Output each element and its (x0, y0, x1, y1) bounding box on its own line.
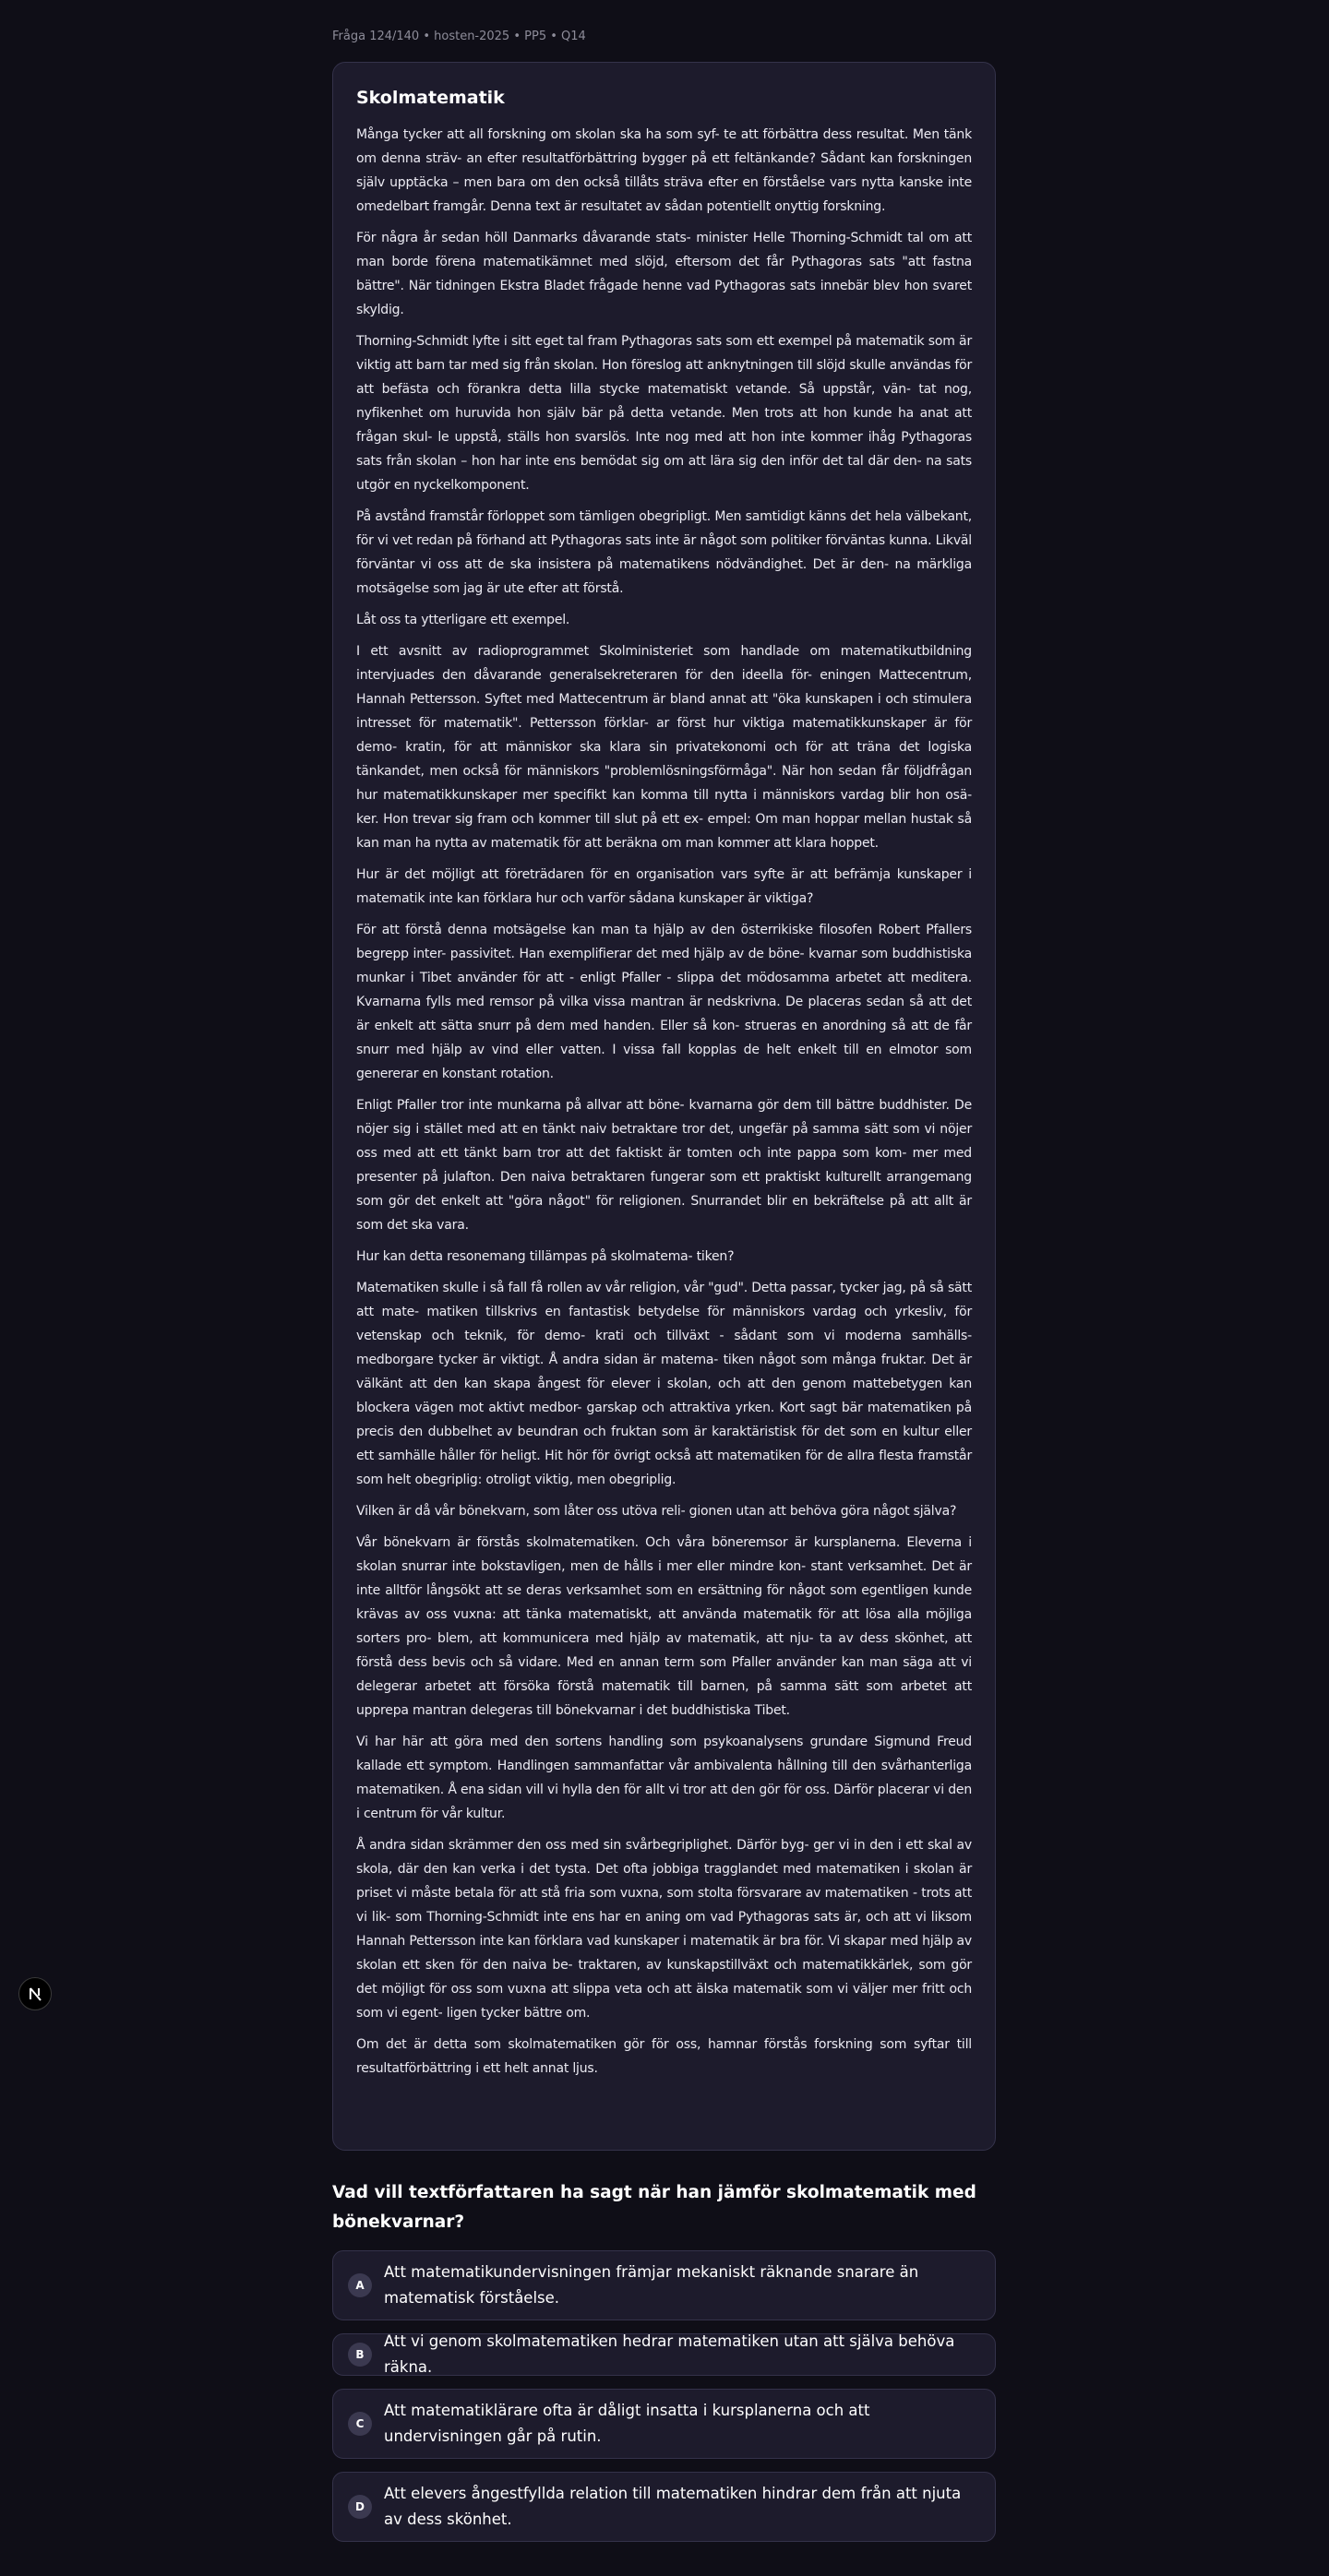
passage-paragraph: Å andra sidan skrämmer den oss med sin svårbegriplighet. Därför byg- ger vi in den i ett skal av skola, där den kan verka i det tysta. Det ofta jobbiga tragglandet med matematiken i skolan är priset vi måste betala för att stå fria som vuxna, som stolta försvarare av matematiken - trots att vi lik- som Thorning-Schmidt inte ens har en aning om vad Pythagoras sats är, och att vi liksom Hannah Pettersson inte kan förklara vad kunskaper i matematik är bra för. Vi skapar med hjälp av skolan ett sken för den naiva be- traktaren, av kunskapstillväxt och matematikkärlek, som gör det möjligt för oss som vuxna att slippa veta och att älska matematik som vi väljer mer fritt och som vi egent- ligen tycker bättre om. (356, 1838, 972, 2021)
passage-paragraph: Om det är detta som skolmatematiken gör för oss, hamnar förstås forskning som syftar till resultatförbättring i ett helt annat ljus. (356, 2037, 972, 2076)
passage-paragraph: Vår bönekvarn är förstås skolmatematiken. Och våra böneremsor är kursplanerna. Eleverna i skolan snurrar inte bokstavligen, men de hålls i mer eller mindre kon- stant verksamhet. Det är inte alltför långsökt att se deras verksamhet som en ersättning för något som egentligen kunde krävas av oss vuxna: att tänka matematiskt, att använda matematik för att lösa alla möjliga sorters pro- blem, att kommunicera med hjälp av matematik, att nju- ta av dess skönhet, att förstå dess bevis och så vidare. Med en annan term som Pfaller använder kan man säga att vi delegerar arbetet att försöka förstå matematik till barnen, på samma sätt som arbetet att upprepa mantran delegeras till bönekvarnar i det buddhistiska Tibet. (356, 1535, 972, 1718)
passage-card (332, 62, 996, 2151)
question-text: Vad vill textförfattaren ha sagt när han jämför skolmatematik med bönekvarnar? (332, 2183, 976, 2232)
option-letter: D (348, 2495, 372, 2519)
passage-paragraph: För att förstå denna motsägelse kan man ta hjälp av den österrikiske filosofen Robert Pfallers begrepp inter- passivitet. Han exemplifierar det med hjälp av de böne- kvarnar som buddhistiska munkar i Tibet använder för att - enligt Pfaller - slippa det mödosamma arbetet att meditera. Kvarnarna fylls med remsor på vilka vissa mantran är nedskrivna. De placeras sedan så att det är enkelt att sätta snurr på dem med handen. Eller så kon- strueras en anordning så att de får snurr med hjälp av vind eller vatten. I vissa fall kopplas de helt enkelt till en elmotor som genererar en konstant rotation. (356, 923, 972, 1081)
option-letter: B (348, 2343, 372, 2367)
breadcrumb: Fråga 124/140 • hosten-2025 • PP5 • Q14 (332, 30, 586, 43)
option-letter: C (348, 2412, 372, 2436)
passage-paragraph: Enligt Pfaller tror inte munkarna på allvar att böne- kvarnarna gör dem till bättre buddhister. De nöjer sig i stället med att en tänkt naiv betraktare tror det, ungefär på samma sätt som vi nöjer oss med att ett tänkt barn tror att det faktiskt är tomten och inte pappa som kom- mer med presenter på julafton. Den naiva betraktaren fungerar som ett praktiskt kulturellt arrangemang som gör det enkelt att "göra något" för religionen. Snurrandet blir en bekräftelse på att allt är som det ska vara. (356, 1098, 972, 1233)
passage-paragraph: Många tycker att all forskning om skolan ska ha som syf- te att förbättra dess resultat. Men tänk om denna sträv- an efter resultatförbättring bygger på ett feltänkande? Sådant kan forskningen själv upptäcka – men bara om den också tillåts sträva efter en förståelse vars nytta kanske inte omedelbart framgår. Denna text är resultatet av sådan potentiellt onyttig forskning. (356, 127, 972, 214)
main-column (332, 0, 996, 2555)
answer-options (332, 2250, 996, 2542)
passage-paragraph: På avstånd framstår förloppet som tämligen obegripligt. Men samtidigt känns det hela välbekant, för vi vet redan på förhand att Pythagoras sats inte är något som politiker förväntas kunna. Likväl förväntar vi oss att de ska insistera på matematikens nödvändighet. Det är den- na märkliga motsägelse som jag är ute efter att förstå. (356, 509, 972, 596)
passage-paragraph: För några år sedan höll Danmarks dåvarande stats- minister Helle Thorning-Schmidt tal om att man borde förena matematikämnet med slöjd, eftersom det får Pythagoras sats "att fastna bättre". När tidningen Ekstra Bladet frågade henne vad Pythagoras sats innebär blev hon svaret skyldig. (356, 231, 972, 317)
option-text: Att vi genom skolmatematiken hedrar matematiken utan att själva behöva räkna. (384, 2332, 955, 2376)
passage-paragraph: Hur är det möjligt att företrädaren för en organisation vars syfte är att befrämja kunskaper i matematik inte kan förklara hur och varför sådana kunskaper är viktiga? (356, 867, 972, 906)
option-b-button[interactable] (332, 2333, 996, 2376)
nextjs-logo-icon[interactable] (18, 1977, 52, 2010)
option-d-button[interactable] (332, 2472, 996, 2542)
option-text: Att matematikundervisningen främjar mekaniskt räknande snarare än matematisk förståelse. (384, 2263, 919, 2307)
option-text: Att elevers ångestfyllda relation till matematiken hindrar dem från att njuta av dess skönhet. (384, 2485, 962, 2528)
passage-paragraph: Vi har här att göra med den sortens handling som psykoanalysens grundare Sigmund Freud kallade ett symptom. Handlingen sammanfattar vår ambivalenta hållning till den svårhanterliga matematiken. Å ena sidan vill vi hylla den för allt vi tror att den gör för oss. Därför placerar vi den i centrum för vår kultur. (356, 1735, 972, 1821)
option-a-button[interactable] (332, 2250, 996, 2320)
passage-paragraph: Vilken är då vår bönekvarn, som låter oss utöva reli- gionen utan att behöva göra något själva? (356, 1504, 957, 1519)
passage-paragraph: Hur kan detta resonemang tillämpas på skolmatema- tiken? (356, 1249, 735, 1264)
option-text: Att matematiklärare ofta är dåligt insatta i kursplanerna och att undervisningen går på rutin. (384, 2402, 870, 2445)
option-c-button[interactable] (332, 2389, 996, 2459)
n-logo-glyph-icon (27, 1986, 43, 2002)
passage-paragraph: I ett avsnitt av radioprogrammet Skolministeriet som handlade om matematikutbildning intervjuades den dåvarande generalsekreteraren för den ideella för- eningen Mattecentrum, Hannah Pettersson. Syftet med Mattecentrum är bland annat att "öka kunskapen i och stimulera intresset för matematik". Pettersson förklar- ar först hur viktiga matematikkunskaper är för demo- kratin, för att människor ska klara sin privatekonomi och för att träna det logiska tänkandet, men också för människors "problemlösningsförmåga". När hon sedan får följdfrågan hur matematikkunskaper mer specifikt kan komma till nytta i människors vardag blir hon osä- ker. Hon trevar sig fram och kommer till slut på ett ex- empel: Om man hoppar mellan hustak så kan man ha nytta av matematik för att beräkna om man kommer att klara hoppet. (356, 644, 972, 851)
passage-paragraph: Låt oss ta ytterligare ett exempel. (356, 613, 570, 627)
passage-paragraph: Matematiken skulle i så fall få rollen av vår religion, vår "gud". Detta passar, tycker jag, på så sätt att mate- matiken tillskrivs en fantastisk betydelse för människors vardag och yrkesliv, för vetenskap och teknik, för demo- krati och tillväxt - sådant som vi moderna samhälls- medborgare tycker är viktigt. Å andra sidan är matema- tiken något som många fruktar. Det är välkänt att den kan skapa ångest för elever i skolan, och att den genom mattebetygen kan blockera vägen mot aktivt medbor- garskap och attraktiva yrken. Kort sagt bär matematiken på precis den dubbelhet av beundran och fruktan som är karaktäristisk för det som en kultur eller ett samhälle håller för heligt. Hit hör för övrigt också att matematiken för de allra flesta framstår som helt obegriplig: otroligt viktig, men obegriplig. (356, 1281, 972, 1487)
option-letter: A (348, 2273, 372, 2297)
passage-paragraph: Thorning-Schmidt lyfte i sitt eget tal fram Pythagoras sats som ett exempel på matematik som är viktig att barn tar med sig från skolan. Hon föreslog att anknytningen till slöjd skulle användas för att befästa och förankra detta lilla stycke matematiskt vetande. Så uppstår, vän- tat nog, nyfikenhet om huruvida hon själv bär på detta vetande. Men trots att hon kunde ha anat att frågan skul- le uppstå, ställs hon svarslös. Inte nog med att hon inte kommer ihåg Pythagoras sats från skolan – hon har inte ens bemödat sig om att lära sig den inför det tal där den- na sats utgör en nyckelkomponent. (356, 334, 972, 493)
passage-title: Skolmatematik (356, 88, 505, 108)
